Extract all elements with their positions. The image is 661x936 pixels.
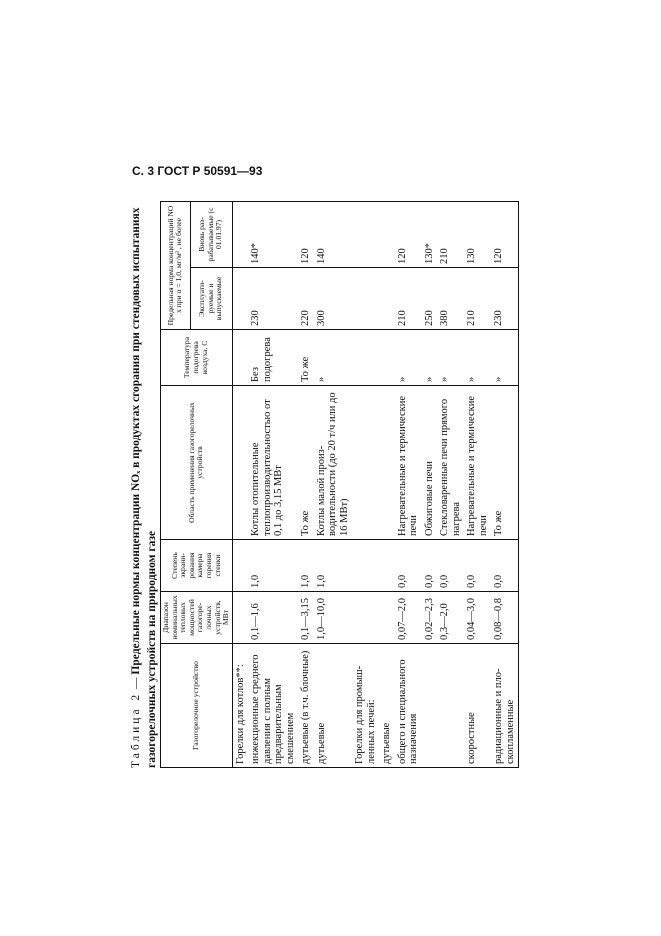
cell-temp: [352, 330, 379, 386]
cell-device: [437, 644, 464, 768]
table-row: [395, 201, 422, 767]
cell-power: [352, 592, 379, 644]
header-area: Область применения газогорелочных устройств: [161, 386, 233, 540]
table-row: [379, 201, 395, 767]
title-subscript: x: [136, 470, 142, 474]
cell-temp: »: [491, 330, 519, 386]
norms-table: [160, 201, 519, 768]
cell-device: дутьевые: [379, 644, 395, 768]
cell-device: дутьевые (в т.ч. блочные): [298, 644, 314, 768]
header-power: Диапазон номинальных тепловых мощностей газогорелочных устройств, МВт: [161, 592, 233, 644]
cell-device: Горелки для промышленных печей:: [352, 644, 379, 768]
cell-new: 210: [437, 201, 464, 267]
cell-operated: [352, 268, 379, 330]
cell-temp: »: [437, 330, 464, 386]
cell-area: Котлы отопительные теплопроизводительностью от 0,1 до 3,15 МВт: [248, 386, 298, 540]
cell-power: 0,1—3,15: [298, 592, 314, 644]
cell-temp: То же: [298, 330, 314, 386]
cell-area: То же: [491, 386, 519, 540]
cell-degree: [232, 540, 248, 592]
cell-temp: »: [314, 330, 353, 386]
cell-new: 130: [464, 201, 491, 267]
header-limit-group: Предельная норма концентраций NO x при α = 1,0, мг/м³ , не более: [161, 201, 191, 329]
cell-area: [379, 386, 395, 540]
cell-operated: 250: [422, 268, 438, 330]
header-degree: Степень экранирования камеры горения стенки: [161, 540, 233, 592]
table-row: [464, 201, 491, 767]
table-row: [298, 201, 314, 767]
cell-new: [232, 201, 248, 267]
cell-degree: 1,0: [314, 540, 353, 592]
cell-operated: 300: [314, 268, 353, 330]
cell-operated: 380: [437, 268, 464, 330]
table-row: [248, 201, 298, 767]
cell-degree: [379, 540, 395, 592]
cell-new: 120: [491, 201, 519, 267]
table-row: [491, 201, 519, 767]
cell-new: 120: [395, 201, 422, 267]
header-operated: Эксплуатируемые и выпускаемые: [190, 268, 232, 330]
cell-area: Котлы малой производительности (до 20 т/ч или до 16 МВт): [314, 386, 353, 540]
cell-power: 0,1—1,6: [248, 592, 298, 644]
cell-degree: 1,0: [248, 540, 298, 592]
table-body: [232, 201, 519, 767]
cell-device: [422, 644, 438, 768]
cell-temp: Без подогрева: [248, 330, 298, 386]
table-row: [437, 201, 464, 767]
header-device: Газогорелочное устройство: [161, 644, 233, 768]
cell-temp: [232, 330, 248, 386]
cell-power: 0,02—2,3: [422, 592, 438, 644]
header-temp: Температура подогрева воздуха, С: [161, 330, 233, 386]
cell-new: [352, 201, 379, 267]
table-row: [422, 201, 438, 767]
table-label: Таблица 2: [130, 691, 142, 768]
cell-temp: [379, 330, 395, 386]
cell-operated: 230: [248, 268, 298, 330]
page-header: С. 3 ГОСТ Р 50591—93: [132, 164, 263, 178]
cell-area: Обжиговые печи: [422, 386, 438, 540]
cell-area: То же: [298, 386, 314, 540]
cell-degree: 0,0: [422, 540, 438, 592]
table-caption: [130, 202, 158, 768]
cell-device: скоростные: [464, 644, 491, 768]
cell-operated: [379, 268, 395, 330]
cell-device: дутьевые: [314, 644, 353, 768]
header-new: Вновь разрабатываемые (с 01.01.97): [190, 201, 232, 267]
caption-dash: —: [130, 674, 142, 692]
cell-device: инжекционные среднего давления с полным предварительным смешением: [248, 644, 298, 768]
cell-new: [379, 201, 395, 267]
cell-power: [232, 592, 248, 644]
cell-area: Нагревательные и термические печи: [464, 386, 491, 540]
cell-degree: 0,0: [491, 540, 519, 592]
cell-power: 0,08—0,8: [491, 592, 519, 644]
rotated-table-block: [130, 202, 516, 768]
cell-temp: »: [395, 330, 422, 386]
cell-degree: 0,0: [464, 540, 491, 592]
cell-temp: »: [464, 330, 491, 386]
cell-operated: 210: [464, 268, 491, 330]
cell-temp: »: [422, 330, 438, 386]
cell-operated: 220: [298, 268, 314, 330]
cell-area: [352, 386, 379, 540]
cell-power: [379, 592, 395, 644]
cell-device: Горелки для котлов**:: [232, 644, 248, 768]
table-row: [352, 201, 379, 767]
title-part2: в продуктах сгорания при стендовых испытаниях газогорелочных устройств на природном газе: [130, 207, 158, 768]
cell-new: 120: [298, 201, 314, 267]
cell-new: 140*: [248, 201, 298, 267]
cell-power: 0,3—2,0: [437, 592, 464, 644]
table-row: [232, 201, 248, 767]
cell-new: 140: [314, 201, 353, 267]
cell-power: 0,04—3,0: [464, 592, 491, 644]
cell-area: [232, 386, 248, 540]
table-row: [314, 201, 353, 767]
cell-degree: 0,0: [395, 540, 422, 592]
cell-power: 0,07—2,0: [395, 592, 422, 644]
cell-degree: [352, 540, 379, 592]
title-part1: Предельные нормы концентрации NO: [130, 473, 142, 675]
cell-operated: [232, 268, 248, 330]
cell-power: 1,0—10,0: [314, 592, 353, 644]
cell-area: Нагревательные и термические печи: [395, 386, 422, 540]
cell-new: 130*: [422, 201, 438, 267]
cell-operated: 210: [395, 268, 422, 330]
cell-degree: 0,0: [437, 540, 464, 592]
cell-operated: 230: [491, 268, 519, 330]
cell-degree: 1,0: [298, 540, 314, 592]
cell-area: Стекловаренные печи прямого нагрева: [437, 386, 464, 540]
cell-device: радиационные и плоскопламенные: [491, 644, 519, 768]
cell-device: общего и специального назначения: [395, 644, 422, 768]
